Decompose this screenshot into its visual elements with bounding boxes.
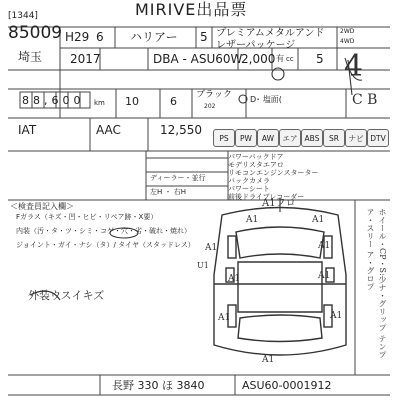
damage-mark: A1 (218, 313, 231, 323)
notes-handwritten: 外装ウスイキズ (28, 289, 105, 302)
mileage: 88,600 (22, 94, 85, 107)
damage-mark: A1 (205, 243, 218, 253)
seats: 5 (316, 52, 324, 66)
sheet-title: MIRIVE出品票 (135, 0, 248, 19)
equipment-item: リモコンエンジンスターター (228, 169, 319, 177)
shaken-month: 6 (170, 95, 177, 108)
damage-mark: A1フロ (262, 198, 296, 209)
interior-grade: C B (352, 92, 378, 108)
damage-mark: A1 (312, 215, 325, 225)
equipment-item: 前後ドライブレコーダー (228, 193, 305, 201)
transmission: IAT (18, 123, 37, 137)
option-air: エア (279, 129, 301, 147)
air-conditioning: AAC (96, 123, 121, 137)
cc-mark: cc (286, 55, 294, 63)
era: H29 (65, 30, 90, 44)
option-ps: PS (213, 129, 235, 147)
option-sr: SR (323, 129, 345, 147)
model-code: DBA - ASU60W (153, 52, 243, 66)
damage-mark: A1 (318, 241, 331, 251)
model-year: 2017 (70, 52, 101, 66)
auction-score: 4 (344, 49, 364, 84)
equipment-item: モデリスタエアロ (228, 161, 284, 169)
drive-2wd: 2WD (340, 28, 355, 35)
prefecture: 埼玉 (18, 50, 43, 64)
reg-month: 6 (96, 30, 104, 44)
handle-row: 左H ・ 右H (150, 188, 186, 196)
doors: 5 (200, 30, 208, 44)
notes-windshield: Fガラス（キズ・凹・ヒビ・リペア跡・X要） (16, 213, 158, 221)
option-pw: PW (235, 129, 257, 147)
notes-interior: 内装（汚・タ・ツ・シミ・コゲ・穴・劣・破れ・焼れ） (16, 227, 191, 235)
option-aw: AW (257, 129, 279, 147)
license-plate: 長野 330 ほ 3840 (112, 379, 205, 392)
color-code: 202 (204, 103, 216, 110)
lot-number: 85009 (8, 23, 63, 43)
option-abs: ABS (301, 129, 323, 147)
side-note: ホイール・CP・S:少ナ・グリップ テンプ ア・スリー ア・グロプ (366, 208, 387, 359)
damage-mark: A1 (330, 311, 343, 321)
grade: プレミアムメタルアンドレザーパッケージ (216, 28, 325, 51)
lot-box: [1344] (8, 11, 38, 21)
fuel-circle: 有 (276, 54, 284, 63)
equipment-item: パワーシート (228, 185, 270, 193)
damage-mark: U1 (197, 261, 209, 270)
notes-tires: ジョイント・ガイ・ナシ（タ）/ タイヤ（スタッドレス） (16, 241, 195, 249)
damage-mark: A1 (318, 271, 331, 281)
color-sub: D･ 塩面( (250, 95, 282, 104)
option-dtv: DTV (367, 129, 389, 147)
option-navi: ナビ (345, 129, 367, 147)
damage-mark: A1 (262, 355, 275, 365)
displacement: 2,000 (241, 52, 276, 66)
damage-mark: A1 (228, 274, 241, 284)
equipment-item: バックカメラ (228, 177, 270, 185)
shaken-year: 10 (125, 95, 139, 108)
notes-header: ＜検査員記入欄＞ (10, 202, 74, 211)
equipment-item: パワーバックドア (228, 153, 284, 161)
chassis-number: ASU60-0001912 (242, 379, 332, 392)
drive-4wd: 4WD (340, 38, 355, 45)
model-name: ハリアー (130, 30, 178, 44)
damage-mark: A1 (246, 215, 259, 225)
dealer-row: ディーラー・並行 (150, 174, 206, 182)
mileage-unit: km (94, 99, 105, 107)
price: 12,550 (160, 123, 202, 137)
color: ブラック (196, 90, 232, 100)
